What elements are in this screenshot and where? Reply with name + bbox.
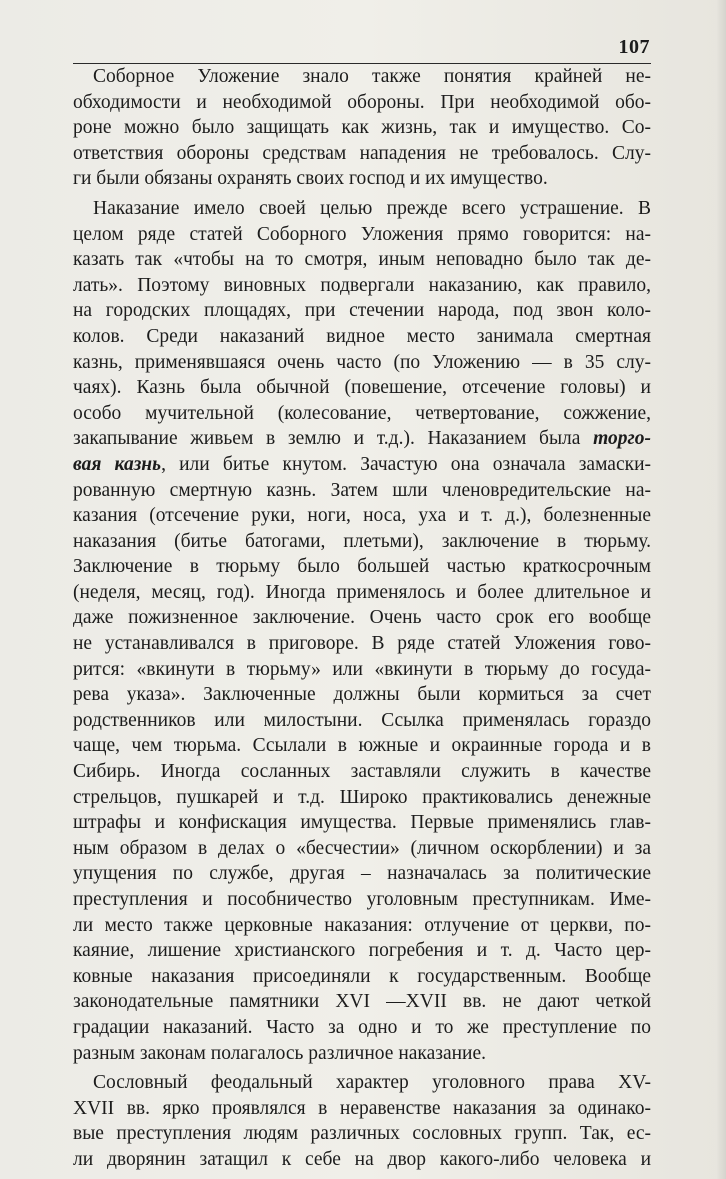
- text-line: (неделя, месяц, год). Иногда применялось и более длительное и: [73, 581, 651, 603]
- text-line: лать». Поэтому виновных подвергали наказанию, как правило,: [73, 274, 651, 296]
- text-line: разным законам полагалось различное наказание.: [73, 1042, 487, 1064]
- text-line: стрельцов, пушкарей и т.д. Широко практиковались денежные: [73, 786, 651, 808]
- emphasized-term: торго-: [593, 428, 651, 450]
- text-line: особо мучительной (колесование, четвертование, сожжение,: [73, 402, 651, 424]
- text-line: XVII вв. ярко проявлялся в неравенстве наказания за одинако-: [73, 1097, 651, 1119]
- text-line: ли место также церковные наказания: отлучение от церкви, по-: [73, 914, 651, 936]
- text-line: Наказание имело своей целью прежде всего устрашение. В: [93, 197, 651, 219]
- text-line: чаях). Казнь была обычной (повешение, отсечение головы) и: [73, 377, 651, 399]
- text-line: рится: «вкинути в тюрьму» или «вкинути в тюрьму до госуда-: [73, 658, 651, 680]
- text-line-with-emphasis: [73, 426, 651, 452]
- text-segment: , или битье кнутом. Зачастую она означала замаски-: [161, 453, 651, 475]
- text-line: рованную смертную казнь. Затем шли членовредительские на-: [73, 479, 651, 501]
- text-line: казания (отсечение руки, ноги, носа, уха и т. д.), болезненные: [73, 505, 651, 527]
- page-number: 107: [618, 36, 650, 58]
- text-line: каяние, лишение христианского погребения и т. д. Часто цер-: [73, 940, 651, 962]
- paragraph: [73, 64, 651, 192]
- text-line: обходимости и необходимой обороны. При необходимой обо-: [73, 91, 651, 113]
- text-line: Соборное Уложение знало также понятия крайней не-: [93, 66, 651, 87]
- text-line: чаще, чем тюрьма. Ссылали в южные и окраинные города и в: [73, 735, 651, 757]
- text-line: роне можно было защищать как жизнь, так и имущество. Со-: [73, 117, 651, 139]
- text-line: казать так «чтобы на то смотря, иным неповадно было так де-: [73, 249, 651, 271]
- text-line: ковные наказания присоединяли к государственным. Вообще: [73, 965, 651, 987]
- text-line: Заключение в тюрьму было большей частью краткосрочным: [73, 556, 651, 578]
- text-line: целом ряде статей Соборного Уложения прямо говорится: на-: [73, 223, 651, 245]
- text-line: рева указа». Заключенные должны были кормиться за счет: [73, 684, 651, 706]
- text-line: ответствия обороны средствам нападения не требовалось. Слу-: [73, 142, 651, 164]
- body-text: [73, 64, 651, 1173]
- text-line: не устанавливался в приговоре. В ряде статей Уложения гово-: [73, 633, 651, 655]
- text-line: Сословный феодальный характер уголовного права XV-: [93, 1072, 651, 1094]
- text-line: казнь, применявшаяся очень часто (по Уложению — в 35 слу-: [73, 351, 651, 373]
- text-line: колов. Среди наказаний видное место занимала смертная: [73, 325, 651, 347]
- text-segment: закапывание живьем в землю и т.д.). Наказанием была: [73, 428, 594, 450]
- text-line: ги были обязаны охранять своих господ и их имущество.: [73, 168, 548, 190]
- paragraph: [73, 1070, 651, 1172]
- emphasized-term: вая казнь: [73, 453, 162, 475]
- page-edge-shadow: [716, 0, 726, 1179]
- text-line: Сибирь. Иногда сосланных заставляли служить в качестве: [73, 761, 651, 783]
- paragraph: [73, 196, 651, 1066]
- text-line-with-emphasis: [73, 452, 651, 478]
- text-line: законодательные памятники XVI —XVII вв. не дают четкой: [73, 991, 651, 1013]
- text-line: наказания (битье батогами, плетьми), заключение в тюрьму.: [73, 530, 651, 552]
- text-line: вые преступления людям различных сословных групп. Так, ес-: [73, 1123, 651, 1145]
- text-line: ным образом в делах о «бесчестии» (личном оскорблении) и за: [73, 837, 651, 859]
- text-line: преступления и пособничество уголовным преступникам. Име-: [73, 889, 651, 910]
- text-line: градации наказаний. Часто за одно и то же преступление по: [73, 1016, 651, 1038]
- text-line: даже пожизненное заключение. Очень часто срок его вообще: [73, 607, 651, 629]
- text-line: на городских площадях, при стечении народа, под звон коло-: [73, 300, 651, 322]
- text-line: ли дворянин затащил к себе на двор какого-либо человека и: [73, 1148, 651, 1170]
- text-line: упущения по службе, другая – назначалась за политические: [73, 863, 651, 885]
- text-line: родственников или милостыни. Ссылка применялась гораздо: [73, 709, 651, 731]
- text-line: штрафы и конфискация имущества. Первые применялись глав-: [73, 812, 651, 834]
